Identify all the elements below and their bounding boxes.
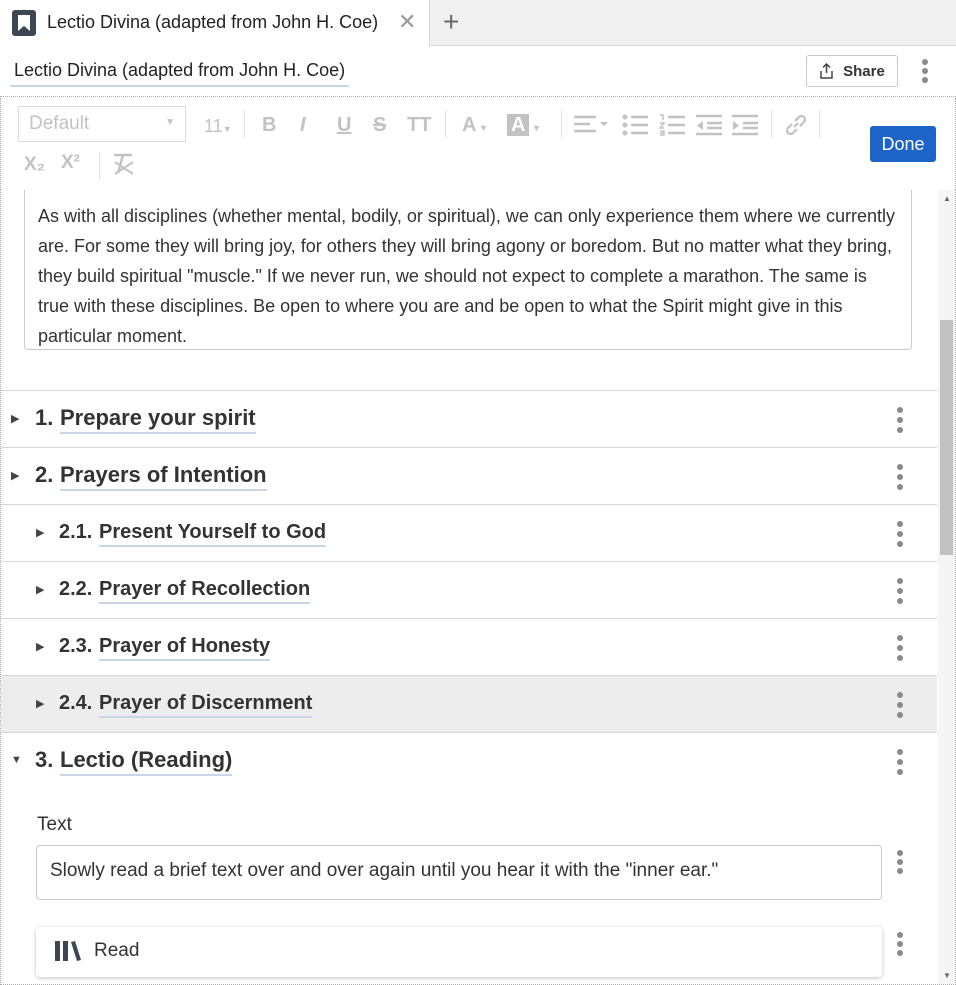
section-row[interactable] <box>1 390 937 447</box>
superscript-button[interactable]: X² <box>61 152 80 173</box>
collapse-arrow-icon[interactable]: ▼ <box>11 754 22 766</box>
expand-arrow-icon[interactable]: ▶ <box>11 470 20 482</box>
chevron-down-icon: ▼ <box>165 117 175 128</box>
add-tab-icon[interactable]: + <box>443 6 460 37</box>
section-title[interactable]: Present Yourself to God <box>99 521 326 547</box>
section-number: 2.2. <box>59 578 93 600</box>
paragraph-style-select[interactable] <box>18 106 186 142</box>
section-title[interactable]: Prayer of Discernment <box>99 692 312 718</box>
section-row[interactable] <box>1 447 937 504</box>
share-button[interactable] <box>806 55 898 87</box>
field-label: Text <box>37 814 72 835</box>
tab-bar <box>0 0 956 46</box>
subsection-row[interactable] <box>1 618 937 675</box>
read-label: Read <box>94 940 140 961</box>
bookmark-icon <box>12 10 36 36</box>
more-options-icon[interactable] <box>896 692 904 718</box>
section-title[interactable]: Lectio (Reading) <box>60 747 232 776</box>
toolbar-divider <box>244 110 245 138</box>
toolbar-divider <box>445 110 446 138</box>
section-number: 2.3. <box>59 635 93 657</box>
document-tab[interactable] <box>0 0 430 47</box>
intro-text-field[interactable] <box>24 190 912 350</box>
toolbar-divider <box>561 110 562 138</box>
expand-arrow-icon[interactable]: ▶ <box>11 413 20 425</box>
share-icon <box>819 63 834 79</box>
paragraph-style-value: Default <box>29 113 90 134</box>
document-body <box>0 190 956 985</box>
section-title[interactable]: Prayer of Recollection <box>99 578 310 604</box>
more-options-icon[interactable] <box>896 464 904 490</box>
more-options-icon[interactable] <box>921 59 929 83</box>
strikethrough-button[interactable]: S <box>373 114 387 136</box>
document-title[interactable]: Lectio Divina (adapted from John H. Coe) <box>10 60 349 87</box>
link-icon[interactable] <box>785 114 807 136</box>
outdent-icon[interactable] <box>696 114 722 136</box>
underline-button[interactable]: U <box>337 114 352 136</box>
align-left-icon[interactable] <box>574 115 610 135</box>
tab-title: Lectio Divina (adapted from John H. Coe) <box>47 12 379 32</box>
intro-text: As with all disciplines (whether mental, bodily, or spiritual), we can only experience them where we currently are. For some they will bring joy, for others they will bring agony or boredom. But no matter what they bring, they build spiritual "muscle." If we never run, we should not expect to complete a marathon. The same is true with these disciplines. Be open to where you are and be open to what the Spirit might give in this particular moment. <box>38 206 896 346</box>
done-button[interactable]: Done <box>870 126 936 162</box>
toolbar-divider <box>99 152 100 180</box>
bold-button[interactable]: B <box>262 114 277 136</box>
highlight-color-button[interactable]: A ▼ <box>507 113 541 140</box>
more-options-icon[interactable] <box>896 521 904 547</box>
section-number: 3. <box>35 747 54 772</box>
more-options-icon[interactable] <box>896 749 904 775</box>
more-options-icon[interactable] <box>896 932 904 956</box>
numbered-list-icon[interactable] <box>659 114 685 136</box>
subsection-row[interactable] <box>1 504 937 561</box>
toolbar-divider <box>819 110 820 138</box>
scroll-up-icon[interactable]: ▲ <box>943 194 951 203</box>
close-icon[interactable]: ✕ <box>398 9 417 34</box>
text-field[interactable] <box>36 845 882 900</box>
expand-arrow-icon[interactable]: ▶ <box>36 584 45 596</box>
subscript-button[interactable]: X₂ <box>24 154 46 175</box>
section-number: 2. <box>35 462 54 487</box>
text-field-value: Slowly read a brief text over and over again until you hear it with the "inner ear." <box>50 860 719 881</box>
clear-formatting-icon[interactable] <box>112 152 136 176</box>
scroll-down-icon[interactable]: ▼ <box>943 971 951 980</box>
scrollbar-thumb[interactable] <box>940 320 953 555</box>
section-number: 1. <box>35 405 54 430</box>
formatting-toolbar <box>0 98 956 190</box>
expand-arrow-icon[interactable]: ▶ <box>36 698 45 710</box>
font-color-button[interactable]: A ▼ <box>462 114 488 136</box>
subsection-row-selected[interactable] <box>1 675 937 732</box>
more-options-icon[interactable] <box>896 407 904 433</box>
more-options-icon[interactable] <box>896 578 904 604</box>
italic-button[interactable]: I <box>300 114 306 136</box>
section-title[interactable]: Prayer of Honesty <box>99 635 270 661</box>
bullet-list-icon[interactable] <box>622 114 648 136</box>
library-books-icon <box>55 941 81 961</box>
toolbar-divider <box>771 110 772 138</box>
more-options-icon[interactable] <box>896 850 904 874</box>
section-number: 2.1. <box>59 521 93 543</box>
read-button[interactable] <box>36 927 882 977</box>
more-options-icon[interactable] <box>896 635 904 661</box>
section-title[interactable]: Prayers of Intention <box>60 462 267 491</box>
share-label: Share <box>843 62 885 80</box>
document-header <box>0 47 956 97</box>
section-title[interactable]: Prepare your spirit <box>60 405 256 434</box>
vertical-scrollbar[interactable] <box>938 190 956 985</box>
indent-icon[interactable] <box>732 114 758 136</box>
font-size-select[interactable]: 11▼ <box>204 116 232 136</box>
subsection-row[interactable] <box>1 561 937 618</box>
expand-arrow-icon[interactable]: ▶ <box>36 641 45 653</box>
expand-arrow-icon[interactable]: ▶ <box>36 527 45 539</box>
section-number: 2.4. <box>59 692 93 714</box>
text-size-button[interactable]: TT <box>407 114 432 136</box>
